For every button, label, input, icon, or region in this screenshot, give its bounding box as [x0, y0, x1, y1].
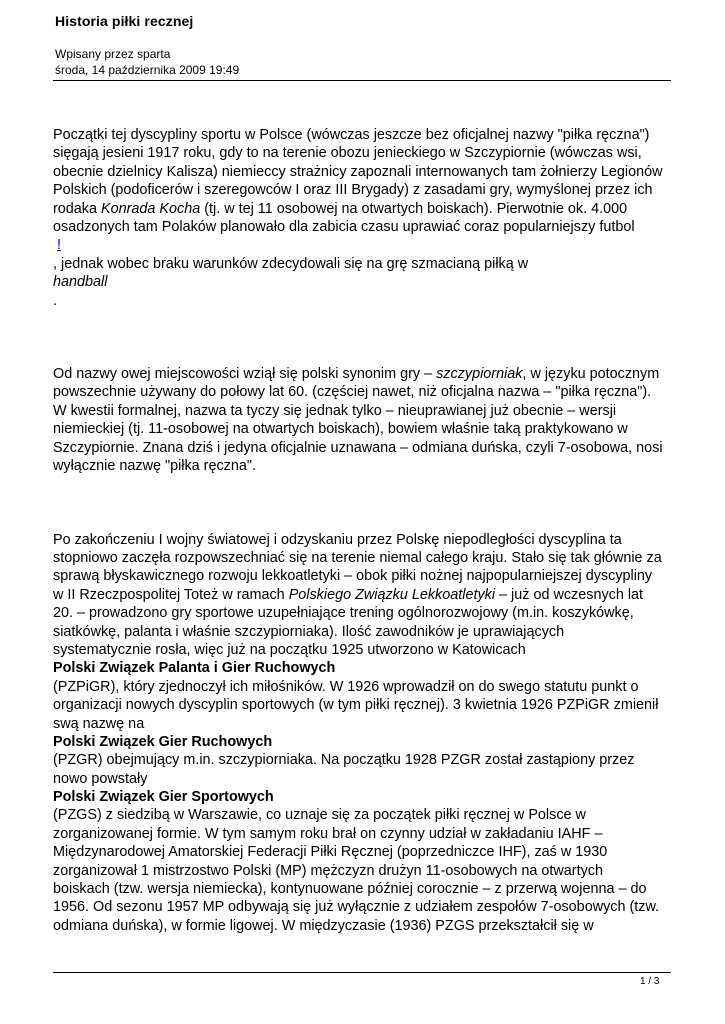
text-line [53, 586, 675, 604]
text-line: sięgają jesieni 1917 roku, gdy to na terenie obozu jenieckiego w Szczypiornie (wówczas wsi, [53, 145, 642, 162]
organization-name: Polski Związek Gier Sportowych [53, 789, 274, 806]
text-line: siatkówkę, palanta i właśnie szczypiorniaka). Ilość zawodników je uprawiających [53, 623, 565, 640]
text-line: swą nazwę na [53, 715, 145, 732]
italic-term: handball [53, 274, 108, 291]
text-line: (PZPiGR), który zjednoczył ich miłośników. W 1926 wprowadził on do swego statutu punkt o [53, 678, 639, 695]
text-line [53, 236, 675, 254]
text-line [53, 365, 675, 383]
text-line: odmiana duńska), w formie ligowej. W międzyczasie (1936) PZGS przekształcił się w [53, 917, 594, 934]
text-line: sprawą błyskawicznego rozwoju lekkoatletyki – obok piłki nożnej najpopularniejszej dyscypliny [53, 568, 653, 585]
footer-divider [53, 972, 671, 973]
text-line: organizacji nowych dyscyplin sportowych (w tym piłki ręcznej). 3 kwietnia 1926 PZPiGR zmienił [53, 697, 659, 714]
text-segment: , w języku potocznym [522, 366, 660, 383]
text-line: W kwestii formalnej, nazwa ta tyczy się jednak tylko – nieuprawianej już obecnie – wersji [53, 402, 617, 419]
text-segment: (tj. w tej 11 osobowej na otwartych boiskach). Pierwotnie ok. 4.000 [200, 200, 628, 217]
organization-name: Polski Związek Gier Ruchowych [53, 733, 273, 750]
paragraph-1 [53, 126, 675, 310]
text-line: nowo powstały [53, 770, 148, 787]
text-line: powszechnie używany do połowy lat 60. (częściej nawet, niż oficjalna nazwa – "piłka ręczna"). [53, 384, 652, 401]
organization-name: Polski Związek Palanta i Gier Ruchowych [53, 660, 336, 677]
header-divider [53, 80, 671, 81]
text-line: 1956. Od sezonu 1957 MP odbywają się już wyłącznie z udziałem zespołów 7-osobowych (tzw. [53, 899, 660, 916]
page-title: Historia piłki recznej [55, 13, 194, 29]
footnote-link[interactable]: ! [57, 237, 61, 254]
text-line: Międzynarodowej Amatorskiej Federacji Piłki Ręcznej (poprzedniczce IHF), zaś w 1930 [53, 844, 608, 861]
page-number: 1 / 3 [640, 976, 660, 987]
text-segment: w II Rzeczpospolitej Toteż w ramach [53, 586, 289, 603]
date-line: środa, 14 października 2009 19:49 [55, 63, 240, 77]
text-line: wyłącznie nazwę "piłka ręczna". [53, 458, 256, 475]
text-line: Polskich (podoficerów i szeregowców I oraz III Brygady) z zasadami gry, wymyślonej przez ich [53, 182, 653, 199]
text-line [53, 200, 675, 218]
text-line: . [53, 292, 57, 309]
text-line: zorganizował 1 mistrzostwo Polski (MP) mężczyzn drużyn 11-osobowych na otwartych [53, 862, 603, 879]
paragraph-3 [53, 531, 675, 936]
text-line: Szczypiornie. Znana dziś i jedyna oficjalnie uznawana – odmiana duńska, czyli 7-osobowa, nosi [53, 439, 663, 456]
article-body [53, 126, 675, 935]
text-line: systematycznie rosła, więc już na początku 1925 utworzono w Katowicach [53, 641, 526, 658]
text-line: 20. – prowadzono gry sportowe uzupełniające trening ogólnorozwojowy (m.in. koszykówkę, [53, 605, 634, 622]
text-line: boiskach (tzw. wersja niemiecka), kontynuowane później corocznie – z przerwą wojenna – do [53, 881, 647, 898]
text-segment: Od nazwy owej miejscowości wziął się polski synonim gry – [53, 366, 437, 383]
text-line: Po zakończeniu I wojny światowej i odzyskaniu przez Polskę niepodległości dyscyplina ta [53, 531, 622, 548]
text-line: osadzonych tam Polaków planowało dla zabicia czasu uprawiać coraz popularniejszy futbol [53, 218, 635, 235]
article-meta [55, 46, 239, 78]
italic-term: szczypiorniak [436, 366, 523, 383]
paragraph-2 [53, 365, 675, 475]
text-line: zorganizowanej formie. W tym samym roku brał on czynny udział w zakładaniu IAHF – [53, 825, 603, 842]
author-line: Wpisany przez sparta [55, 47, 171, 61]
text-segment: – już od wczesnych lat [495, 586, 644, 603]
text-line [53, 273, 675, 291]
text-line: (PZGR) obejmujący m.in. szczypiorniaka. Na początku 1928 PZGR został zastąpiony przez [53, 752, 635, 769]
text-line: stopniowo zaczęła rozpowszechniać się na terenie niemal całego kraju. Stało się tak głównie za [53, 549, 662, 566]
italic-name: Konrada Kocha [101, 200, 201, 217]
text-line: obecnie dzielnicy Kalisza) niemieccy strażnicy zapoznali internowanych tam żołnierzy Legionów [53, 163, 663, 180]
italic-name: Polskiego Związku Lekkoatletyki [288, 586, 496, 603]
text-line: (PZGS) z siedzibą w Warszawie, co uznaje się za początek piłki ręcznej w Polsce w [53, 807, 586, 824]
text-segment: rodaka [53, 200, 101, 217]
text-line: , jednak wobec braku warunków zdecydowali się na grę szmacianą piłką w [53, 255, 529, 272]
text-line: niemieckiej (tj. 11-osobowej na otwartych boiskach), bowiem właśnie taką praktykowano w [53, 421, 628, 438]
text-line: Początki tej dyscypliny sportu w Polsce (wówczas jeszcze bez oficjalnej nazwy "piłka ręczna") [53, 127, 650, 143]
